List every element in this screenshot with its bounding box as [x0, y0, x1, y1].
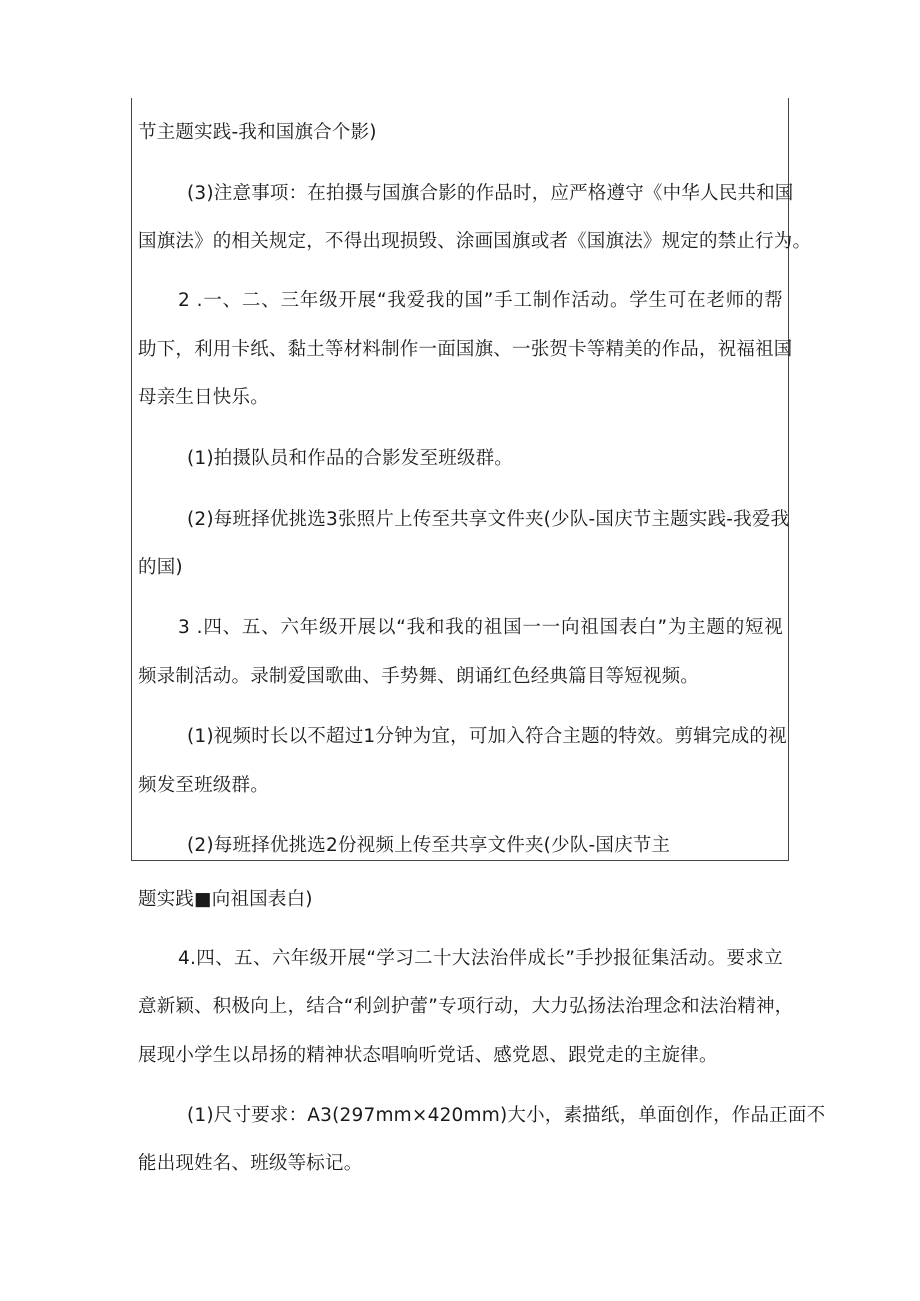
text-line: (2)每班择优挑选3张照片上传至共享文件夹(少队-国庆节主题实践-我爱我	[187, 509, 790, 530]
text-line: 能出现姓名、班级等标记。	[138, 1153, 363, 1174]
text-line: 频录制活动。录制爱国歌曲、手势舞、朗诵红色经典篇目等短视频。	[138, 666, 700, 687]
text-line: 的国)	[138, 557, 183, 578]
text-line: (2)每班择优挑选2份视频上传至共享文件夹(少队-国庆节主	[187, 835, 671, 856]
text-line: 3 .四、五、六年级开展以“我和我的祖国一一向祖国表白”为主题的短视	[178, 617, 783, 638]
text-line: 母亲生日快乐。	[138, 387, 269, 408]
text-line: 国旗法》的相关规定，不得出现损毁、涂画国旗或者《国旗法》规定的禁止行为。	[138, 231, 812, 252]
text-line: (1)视频时长以不超过1分钟为宜，可加入符合主题的特效。剪辑完成的视	[187, 726, 787, 747]
text-line: (1)拍摄队员和作品的合影发至班级群。	[187, 448, 514, 469]
text-line: 展现小学生以昂扬的精神状态唱响听党话、感党恩、跟党走的主旋律。	[138, 1045, 718, 1066]
text-line: 2 .一、二、三年级开展“我爱我的国”手工制作活动。学生可在老师的帮	[178, 290, 783, 311]
text-line: 助下，利用卡纸、黏土等材料制作一面国旗、一张贺卡等精美的作品，祝福祖国	[138, 339, 793, 360]
text-line: 4.四、五、六年级开展“学习二十大法治伴成长”手抄报征集活动。要求立	[178, 948, 783, 969]
text-line: (1)尺寸要求：A3(297mm×420mm)大小，素描纸，单面创作，作品正面不	[187, 1105, 826, 1126]
text-line: 题实践■向祖国表白)	[138, 889, 313, 910]
text-line: 频发至班级群。	[138, 775, 269, 796]
text-line: 意新颖、积极向上，结合“利剑护蕾”专项行动，大力弘扬法治理念和法治精神，	[138, 996, 794, 1017]
text-line: (3)注意事项：在拍摄与国旗合影的作品时，应严格遵守《中华人民共和国	[187, 183, 794, 204]
text-line: 节主题实践-我和国旗合个影)	[138, 122, 377, 143]
